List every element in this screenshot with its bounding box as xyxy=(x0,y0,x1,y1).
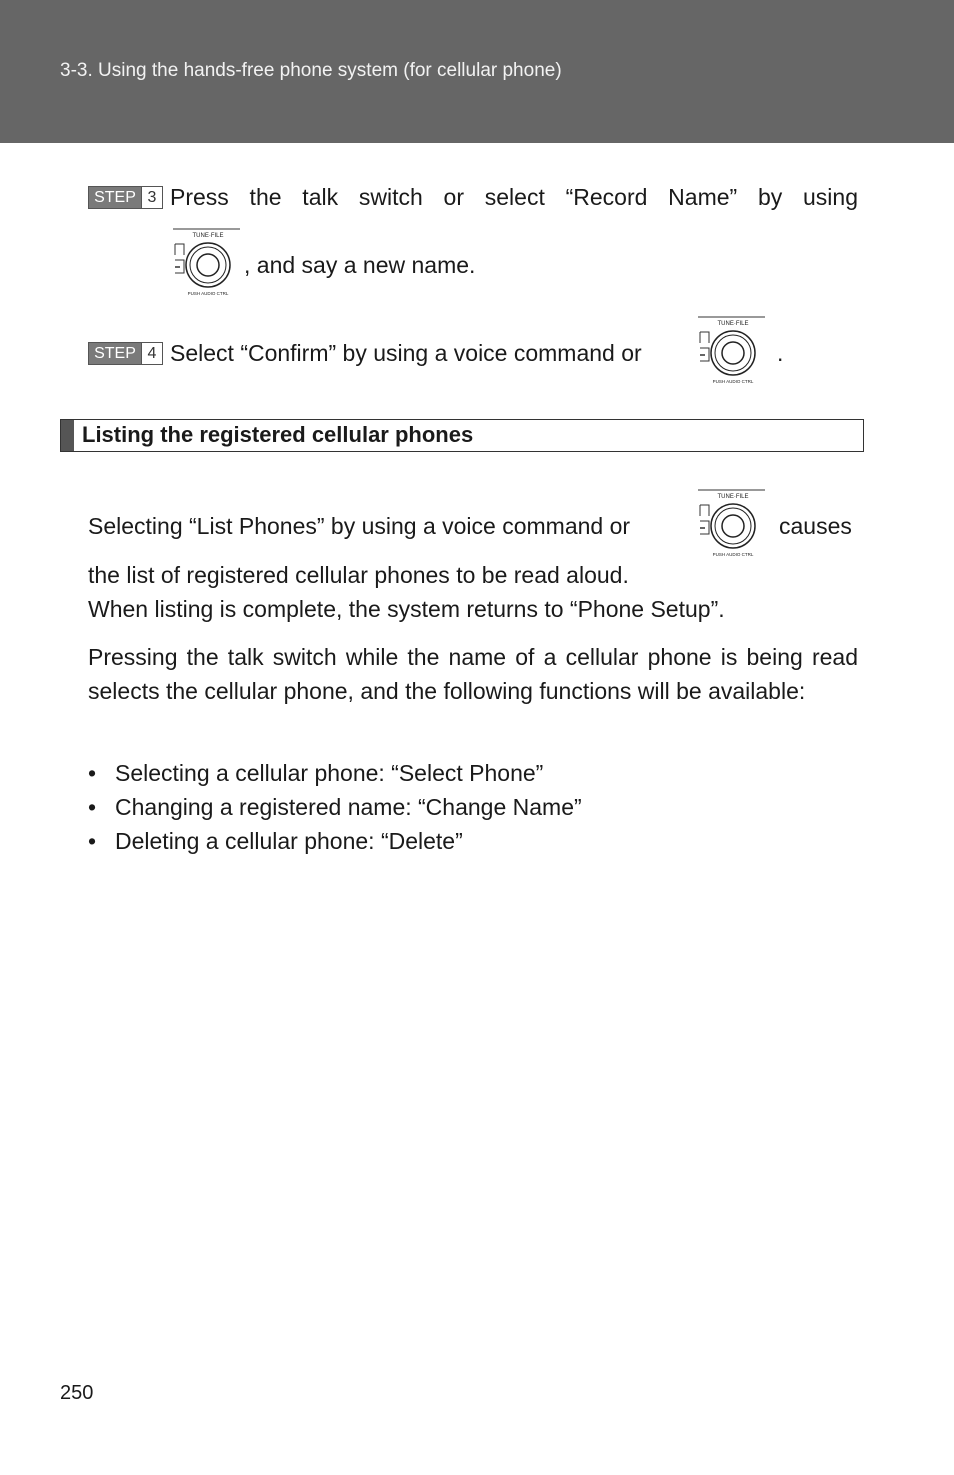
knob-bottom-label: PUSH AUDIO CTRL xyxy=(712,552,754,557)
knob-top-label: TUNE·FILE xyxy=(717,321,749,327)
list-item-text: Changing a registered name: “Change Name” xyxy=(115,794,582,820)
bullet-marker: • xyxy=(88,828,97,854)
function-list xyxy=(88,756,582,858)
bullet-marker: • xyxy=(88,760,97,786)
section-heading xyxy=(60,419,864,452)
step-3-text-line1: Press the talk switch or select “Record Name” by using xyxy=(170,184,858,210)
step-4-badge xyxy=(88,342,163,365)
step-4-period: . xyxy=(777,340,784,366)
heading-marker xyxy=(61,420,74,451)
step-3-text-line2: , and say a new name. xyxy=(244,252,476,278)
page-header xyxy=(0,0,954,143)
list-phones-text-line3: When listing is complete, the system returns to “Phone Setup”. xyxy=(88,596,725,622)
step-4-text: Select “Confirm” by using a voice command or xyxy=(170,340,642,366)
step-3-badge xyxy=(88,186,163,209)
list-item-text: Selecting a cellular phone: “Select Phone” xyxy=(115,760,544,786)
list-item xyxy=(88,790,582,824)
step-number: 3 xyxy=(141,187,162,208)
list-phones-text-line2: the list of registered cellular phones to be read aloud. xyxy=(88,562,629,588)
section-heading-text: Listing the registered cellular phones xyxy=(82,422,474,447)
knob-top-label: TUNE·FILE xyxy=(192,233,224,239)
tune-file-knob-icon xyxy=(170,227,242,299)
list-item-text: Deleting a cellular phone: “Delete” xyxy=(115,828,463,854)
step-label: STEP xyxy=(89,187,141,208)
list-phones-text-causes: causes xyxy=(779,513,852,539)
talk-switch-paragraph: Pressing the talk switch while the name of a cellular phone is being read selects the cellular phone, and the following functions will be available: xyxy=(88,644,858,704)
tune-file-knob-icon xyxy=(695,488,767,560)
tune-file-knob-icon xyxy=(695,315,767,387)
knob-top-label: TUNE·FILE xyxy=(717,494,749,500)
list-item xyxy=(88,824,582,858)
knob-bottom-label: PUSH AUDIO CTRL xyxy=(712,379,754,384)
chapter-title: 3-3. Using the hands-free phone system (for cellular phone) xyxy=(60,60,562,81)
bullet-marker: • xyxy=(88,794,97,820)
page-number: 250 xyxy=(60,1382,94,1404)
knob-bottom-label: PUSH AUDIO CTRL xyxy=(187,291,229,296)
step-label: STEP xyxy=(89,343,141,364)
list-phones-text-line1: Selecting “List Phones” by using a voice command or xyxy=(88,513,631,539)
step-number: 4 xyxy=(141,343,162,364)
list-item xyxy=(88,756,582,790)
